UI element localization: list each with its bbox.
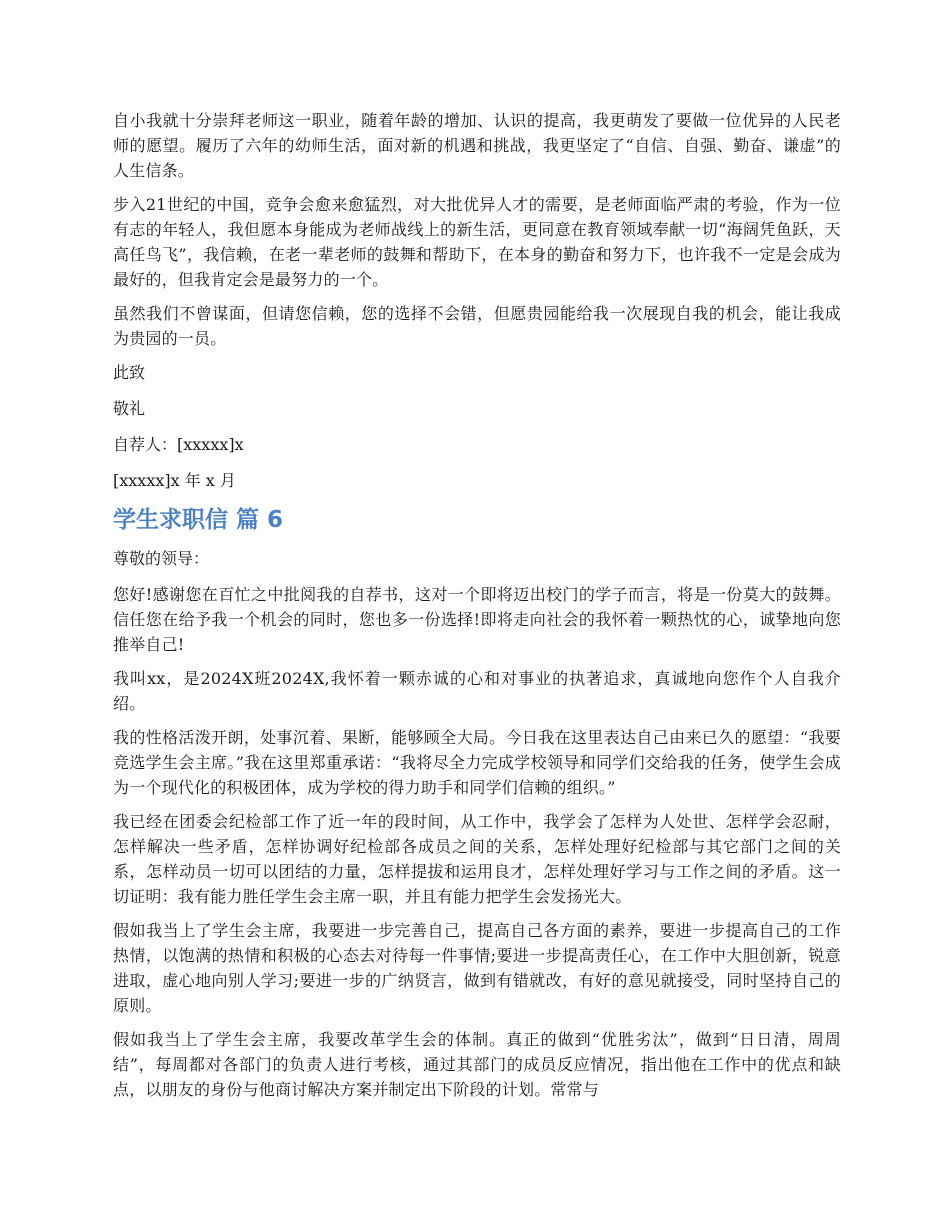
body-paragraph: 假如我当上了学生会主席，我要进一步完善自己，提高自己各方面的素养，要进一步提高自己的工作热情，以饱满的热情和积极的心态去对待每一件事情;要进一步提高责任心，在工作中大胆创新，锐意进取，虚心地向别人学习;要进一步的广纳贤言，做到有错就改，有好的意见就接受，同时坚持自己的原则。 [113,921,841,1015]
section-heading: 学生求职信 篇 6 [113,507,284,533]
closing-line: 敬礼 [113,399,146,418]
document-page [113,108,841,1111]
body-paragraph: 我叫xx，是2024X班2024X,我怀着一颗赤诚的心和对事业的执著追求，真诚地向您作个人自我介绍。 [113,669,841,713]
body-paragraph: 您好!感谢您在百忙之中批阅我的自荐书，这对一个即将迈出校门的学子而言，将是一份莫大的鼓舞。信任您在给予我一个机会的同时，您也多一份选择!即将走向社会的我怀着一颗热忱的心，诚挚地向您推举自己! [113,585,841,654]
body-paragraph: 自小我就十分崇拜老师这一职业，随着年龄的增加、认识的提高，我更萌发了要做一位优异的人民老师的愿望。履历了六年的幼师生活，面对新的机遇和挑战，我更坚定了“自信、自强、勤奋、谦虚”的人生信条。 [113,111,841,180]
closing-line: 此致 [113,363,146,382]
signer-line: 自荐人：[xxxxx]x [113,435,244,454]
body-paragraph: 我的性格活泼开朗，处事沉着、果断，能够顾全大局。今日我在这里表达自己由来已久的愿望：“我要竞选学生会主席。”我在这里郑重承诺：“我将尽全力完成学校领导和同学们交给我的任务，使学生会成为一个现代化的积极团体，成为学校的得力助手和同学们信赖的组织。” [113,728,841,797]
salutation: 尊敬的领导： [113,549,210,568]
body-paragraph: 虽然我们不曾谋面，但请您信赖，您的选择不会错，但愿贵园能给我一次展现自我的机会，能让我成为贵园的一员。 [113,304,841,348]
body-paragraph: 假如我当上了学生会主席，我要改革学生会的体制。真正的做到“优胜劣汰”，做到“日日清，周周结”，每周都对各部门的负责人进行考核，通过其部门的成员反应情况，指出他在工作中的优点和缺点，以朋友的身份与他商讨解决方案并制定出下阶段的计划。常常与 [113,1030,841,1099]
body-paragraph: 步入21世纪的中国，竞争会愈来愈猛烈，对大批优异人才的需要，是老师面临严肃的考验，作为一位有志的年轻人，我但愿本身能成为老师战线上的新生活，更同意在教育领域奉献一切“海阔凭鱼跃，天高任鸟飞”，我信赖，在老一辈老师的鼓舞和帮助下，在本身的勤奋和努力下，也许我不一定是会成为最好的，但我肯定会是最努力的一个。 [113,195,841,289]
body-paragraph: 我已经在团委会纪检部工作了近一年的段时间，从工作中，我学会了怎样为人处世、怎样学会忍耐，怎样解决一些矛盾，怎样协调好纪检部各成员之间的关系，怎样处理好纪检部与其它部门之间的关系，怎样动员一切可以团结的力量，怎样提拔和运用良才，怎样处理好学习与工作之间的矛盾。这一切证明：我有能力胜任学生会主席一职，并且有能力把学生会发扬光大。 [113,812,841,906]
date-line: [xxxxx]x 年 x 月 [113,471,236,490]
